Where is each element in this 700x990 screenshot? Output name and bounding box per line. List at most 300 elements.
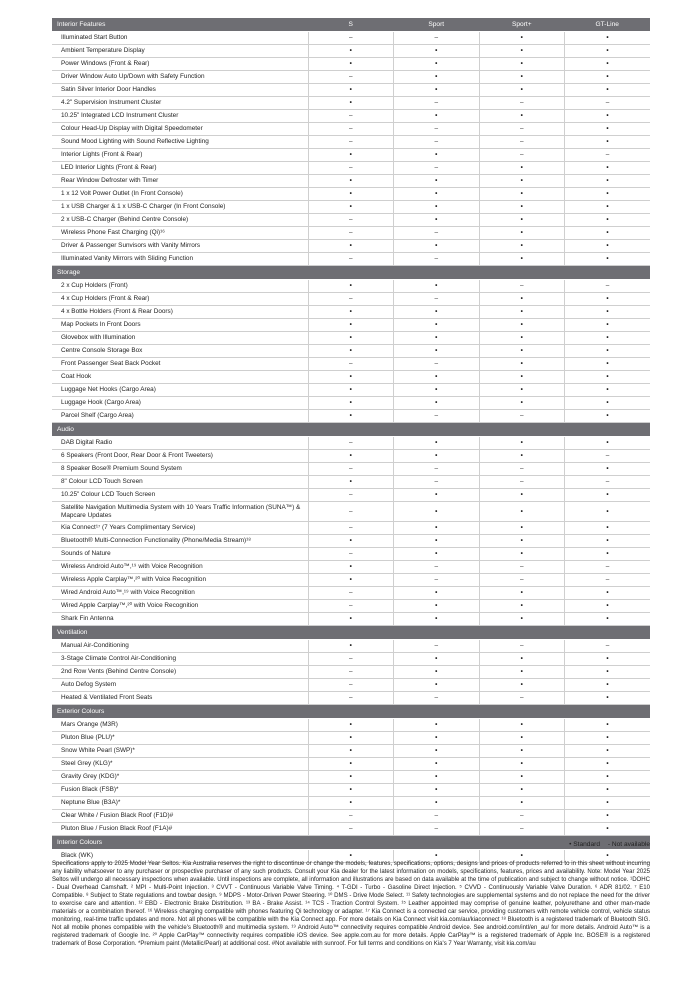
not-available-marker: – (308, 123, 394, 136)
section-header (52, 266, 650, 280)
standard-marker: • (565, 823, 651, 836)
feature-name: Wireless Android Auto™,¹⁹ with Voice Recognition (52, 561, 308, 574)
standard-marker: • (565, 384, 651, 397)
standard-marker: • (565, 600, 651, 613)
standard-marker: • (394, 784, 480, 797)
standard-marker: • (565, 293, 651, 306)
standard-marker: • (308, 175, 394, 188)
feature-name: Pluton Blue (PLU)* (52, 732, 308, 745)
standard-marker: • (394, 110, 480, 123)
not-available-marker: – (479, 640, 565, 653)
header-grade-sport-plus: Sport+ (479, 18, 565, 32)
feature-row (52, 45, 650, 58)
standard-marker: • (394, 489, 480, 502)
standard-marker: • (479, 797, 565, 810)
feature-row (52, 450, 650, 463)
feature-name: 4 x Bottle Holders (Front & Rear Doors) (52, 306, 308, 319)
feature-name: Driver & Passenger Sunvisors with Vanity Mirrors (52, 240, 308, 253)
not-available-marker: – (479, 476, 565, 489)
not-available-marker: – (394, 561, 480, 574)
feature-name: Shark Fin Antenna (52, 613, 308, 626)
standard-marker: • (308, 45, 394, 58)
not-available-marker: – (308, 692, 394, 705)
feature-name: Parcel Shelf (Cargo Area) (52, 410, 308, 423)
feature-row (52, 823, 650, 836)
standard-marker: • (308, 561, 394, 574)
not-available-marker: – (479, 149, 565, 162)
feature-name: Coat Hook (52, 371, 308, 384)
standard-marker: • (565, 32, 651, 45)
feature-name: 6 Speakers (Front Door, Rear Door & Front Tweeters) (52, 450, 308, 463)
feature-name: 4 x Cup Holders (Front & Rear) (52, 293, 308, 306)
standard-marker: • (308, 574, 394, 587)
standard-marker: • (565, 587, 651, 600)
standard-marker: • (394, 201, 480, 214)
standard-marker: • (565, 489, 651, 502)
feature-name: Neptune Blue (B3A)* (52, 797, 308, 810)
not-available-marker: – (565, 280, 651, 293)
standard-marker: • (565, 136, 651, 149)
standard-marker: • (308, 450, 394, 463)
standard-marker: • (565, 253, 651, 266)
standard-marker: • (565, 188, 651, 201)
feature-row (52, 319, 650, 332)
standard-marker: • (565, 84, 651, 97)
not-available-marker: – (308, 32, 394, 45)
not-available-marker: – (565, 476, 651, 489)
standard-marker: • (479, 358, 565, 371)
feature-name: Pluton Blue / Fusion Black Roof (F1A)# (52, 823, 308, 836)
standard-marker: • (479, 450, 565, 463)
standard-marker: • (394, 240, 480, 253)
standard-marker: • (394, 522, 480, 535)
feature-row (52, 240, 650, 253)
feature-row (52, 280, 650, 293)
standard-marker: • (308, 797, 394, 810)
standard-marker: • (394, 548, 480, 561)
standard-marker: • (565, 666, 651, 679)
standard-marker: • (479, 32, 565, 45)
feature-row (52, 345, 650, 358)
not-available-marker: – (308, 810, 394, 823)
standard-marker: • (565, 319, 651, 332)
not-available-marker: – (394, 410, 480, 423)
not-available-marker: – (479, 280, 565, 293)
standard-marker: • (394, 771, 480, 784)
standard-marker: • (308, 371, 394, 384)
standard-marker: • (394, 188, 480, 201)
feature-row (52, 758, 650, 771)
standard-marker: • (565, 214, 651, 227)
standard-marker: • (308, 410, 394, 423)
feature-row (52, 502, 650, 522)
standard-marker: • (565, 535, 651, 548)
standard-marker: • (394, 450, 480, 463)
not-available-marker: – (394, 640, 480, 653)
standard-marker: • (565, 332, 651, 345)
not-available-marker: – (394, 136, 480, 149)
not-available-marker: – (308, 653, 394, 666)
feature-row (52, 653, 650, 666)
standard-marker: • (479, 371, 565, 384)
feature-name: Snow White Pearl (SWP)* (52, 745, 308, 758)
feature-name: Black (WK) (52, 850, 308, 863)
not-available-marker: – (394, 823, 480, 836)
standard-marker: • (565, 810, 651, 823)
feature-name: Fusion Black (FSB)* (52, 784, 308, 797)
standard-marker: • (394, 345, 480, 358)
header-row (52, 18, 650, 32)
feature-row (52, 384, 650, 397)
standard-marker: • (565, 437, 651, 450)
feature-row (52, 732, 650, 745)
legend-not-available: - Not available (607, 841, 650, 848)
feature-row (52, 810, 650, 823)
standard-marker: • (565, 45, 651, 58)
feature-row (52, 410, 650, 423)
not-available-marker: – (479, 410, 565, 423)
feature-row (52, 522, 650, 535)
standard-marker: • (308, 97, 394, 110)
not-available-marker: – (308, 358, 394, 371)
standard-marker: • (479, 214, 565, 227)
not-available-marker: – (479, 123, 565, 136)
standard-marker: • (565, 784, 651, 797)
feature-row (52, 358, 650, 371)
feature-name: Illuminated Start Button (52, 32, 308, 45)
feature-row (52, 463, 650, 476)
feature-row (52, 640, 650, 653)
feature-name: Interior Lights (Front & Rear) (52, 149, 308, 162)
not-available-marker: – (394, 123, 480, 136)
standard-marker: • (308, 476, 394, 489)
standard-marker: • (394, 84, 480, 97)
standard-marker: • (479, 397, 565, 410)
standard-marker: • (565, 653, 651, 666)
feature-name: Sounds of Nature (52, 548, 308, 561)
standard-marker: • (479, 58, 565, 71)
not-available-marker: – (308, 162, 394, 175)
standard-marker: • (565, 679, 651, 692)
standard-marker: • (565, 732, 651, 745)
standard-marker: • (479, 306, 565, 319)
standard-marker: • (394, 758, 480, 771)
feature-name: Wireless Phone Fast Charging (Qi)¹⁶ (52, 227, 308, 240)
standard-marker: • (565, 240, 651, 253)
feature-row (52, 397, 650, 410)
standard-marker: • (565, 850, 651, 863)
feature-row (52, 253, 650, 266)
standard-marker: • (394, 71, 480, 84)
feature-name: Bluetooth® Multi-Connection Functionality (Phone/Media Stream)¹⁸ (52, 535, 308, 548)
standard-marker: • (479, 110, 565, 123)
standard-marker: • (394, 600, 480, 613)
feature-row (52, 332, 650, 345)
feature-row (52, 371, 650, 384)
feature-name: 2 x Cup Holders (Front) (52, 280, 308, 293)
not-available-marker: – (565, 149, 651, 162)
feature-row (52, 306, 650, 319)
feature-row (52, 666, 650, 679)
feature-row (52, 123, 650, 136)
standard-marker: • (565, 306, 651, 319)
standard-marker: • (479, 437, 565, 450)
standard-marker: • (308, 58, 394, 71)
feature-row (52, 84, 650, 97)
standard-marker: • (479, 653, 565, 666)
standard-marker: • (308, 758, 394, 771)
standard-marker: • (565, 463, 651, 476)
not-available-marker: – (308, 522, 394, 535)
header-grade-s: S (308, 18, 394, 32)
standard-marker: • (308, 640, 394, 653)
not-available-marker: – (308, 489, 394, 502)
feature-row (52, 201, 650, 214)
standard-marker: • (565, 345, 651, 358)
not-available-marker: – (394, 810, 480, 823)
standard-marker: • (394, 306, 480, 319)
standard-marker: • (565, 410, 651, 423)
standard-marker: • (394, 719, 480, 732)
feature-row (52, 613, 650, 626)
feature-name: 10.25" Integrated LCD Instrument Cluster (52, 110, 308, 123)
not-available-marker: – (308, 253, 394, 266)
not-available-marker: – (308, 587, 394, 600)
not-available-marker: – (565, 574, 651, 587)
standard-marker: • (479, 771, 565, 784)
standard-marker: • (394, 587, 480, 600)
feature-name: Mars Orange (M3R) (52, 719, 308, 732)
standard-marker: • (565, 771, 651, 784)
not-available-marker: – (479, 574, 565, 587)
standard-marker: • (479, 613, 565, 626)
standard-marker: • (308, 84, 394, 97)
feature-row (52, 600, 650, 613)
feature-name: Satellite Navigation Multimedia System with 10 Years Traffic Information (SUNA™) & Mapcare Updates (52, 502, 308, 522)
standard-marker: • (565, 227, 651, 240)
standard-marker: • (479, 719, 565, 732)
feature-name: 2nd Row Vents (Behind Centre Console) (52, 666, 308, 679)
feature-name: Illuminated Vanity Mirrors with Sliding Function (52, 253, 308, 266)
standard-marker: • (479, 732, 565, 745)
not-available-marker: – (565, 640, 651, 653)
feature-row (52, 149, 650, 162)
not-available-marker: – (394, 692, 480, 705)
not-available-marker: – (479, 97, 565, 110)
not-available-marker: – (565, 450, 651, 463)
feature-name: Satin Silver Interior Door Handles (52, 84, 308, 97)
feature-name: LED Interior Lights (Front & Rear) (52, 162, 308, 175)
feature-name: DAB Digital Radio (52, 437, 308, 450)
not-available-marker: – (308, 71, 394, 84)
not-available-marker: – (479, 692, 565, 705)
standard-marker: • (565, 175, 651, 188)
not-available-marker: – (308, 502, 394, 522)
not-available-marker: – (308, 110, 394, 123)
standard-marker: • (479, 84, 565, 97)
standard-marker: • (308, 332, 394, 345)
standard-marker: • (394, 175, 480, 188)
standard-marker: • (565, 371, 651, 384)
feature-row (52, 214, 650, 227)
feature-name: Wireless Apple Carplay™,²⁰ with Voice Recognition (52, 574, 308, 587)
feature-name: Colour Head-Up Display with Digital Speedometer (52, 123, 308, 136)
legend (563, 841, 650, 848)
standard-marker: • (394, 332, 480, 345)
standard-marker: • (394, 850, 480, 863)
header-grade-sport: Sport (394, 18, 480, 32)
standard-marker: • (308, 345, 394, 358)
feature-name: 10.25" Colour LCD Touch Screen (52, 489, 308, 502)
standard-marker: • (394, 653, 480, 666)
not-available-marker: – (479, 810, 565, 823)
standard-marker: • (479, 384, 565, 397)
standard-marker: • (394, 45, 480, 58)
standard-marker: • (479, 489, 565, 502)
not-available-marker: – (308, 214, 394, 227)
section-header (52, 423, 650, 437)
not-available-marker: – (308, 463, 394, 476)
standard-marker: • (479, 679, 565, 692)
feature-row (52, 719, 650, 732)
standard-marker: • (479, 535, 565, 548)
standard-marker: • (394, 797, 480, 810)
not-available-marker: – (308, 600, 394, 613)
feature-name: Sound Mood Lighting with Sound Reflective Lighting (52, 136, 308, 149)
section-title: Storage (52, 266, 650, 280)
feature-row (52, 58, 650, 71)
section-title: Interior Colours (52, 836, 650, 850)
standard-marker: • (479, 784, 565, 797)
standard-marker: • (479, 175, 565, 188)
feature-name: Steel Grey (KLG)* (52, 758, 308, 771)
not-available-marker: – (479, 823, 565, 836)
not-available-marker: – (308, 227, 394, 240)
feature-name: 1 x USB Charger & 1 x USB-C Charger (In Front Console) (52, 201, 308, 214)
standard-marker: • (565, 797, 651, 810)
section-header (52, 705, 650, 719)
standard-marker: • (394, 149, 480, 162)
not-available-marker: – (394, 476, 480, 489)
standard-marker: • (479, 253, 565, 266)
standard-marker: • (394, 384, 480, 397)
standard-marker: • (394, 214, 480, 227)
not-available-marker: – (308, 823, 394, 836)
standard-marker: • (308, 319, 394, 332)
not-available-marker: – (394, 253, 480, 266)
standard-marker: • (479, 745, 565, 758)
section-header (52, 626, 650, 640)
standard-marker: • (565, 548, 651, 561)
standard-marker: • (479, 45, 565, 58)
standard-marker: • (394, 535, 480, 548)
feature-row (52, 771, 650, 784)
feature-row (52, 175, 650, 188)
not-available-marker: – (565, 97, 651, 110)
features-table-body (52, 18, 650, 863)
standard-marker: • (479, 188, 565, 201)
standard-marker: • (479, 332, 565, 345)
standard-marker: • (565, 162, 651, 175)
standard-marker: • (308, 188, 394, 201)
feature-row (52, 293, 650, 306)
feature-name: Map Pockets In Front Doors (52, 319, 308, 332)
not-available-marker: – (565, 561, 651, 574)
standard-marker: • (565, 758, 651, 771)
feature-name: Power Windows (Front & Rear) (52, 58, 308, 71)
feature-name: 8" Colour LCD Touch Screen (52, 476, 308, 489)
standard-marker: • (308, 384, 394, 397)
features-table (52, 18, 650, 863)
not-available-marker: – (308, 136, 394, 149)
feature-name: Gravity Grey (KDG)* (52, 771, 308, 784)
feature-row (52, 162, 650, 175)
feature-name: Rear Window Defroster with Timer (52, 175, 308, 188)
standard-marker: • (565, 613, 651, 626)
section-title: Audio (52, 423, 650, 437)
standard-marker: • (308, 850, 394, 863)
standard-marker: • (479, 201, 565, 214)
feature-row (52, 587, 650, 600)
feature-row (52, 561, 650, 574)
standard-marker: • (479, 548, 565, 561)
feature-row (52, 227, 650, 240)
feature-row (52, 489, 650, 502)
feature-name: 3-Stage Climate Control Air-Conditioning (52, 653, 308, 666)
standard-marker: • (565, 358, 651, 371)
feature-row (52, 745, 650, 758)
standard-marker: • (394, 613, 480, 626)
standard-marker: • (479, 666, 565, 679)
feature-name: Clear White / Fusion Black Roof (F1D)# (52, 810, 308, 823)
not-available-marker: – (394, 574, 480, 587)
standard-marker: • (308, 535, 394, 548)
standard-marker: • (394, 397, 480, 410)
standard-marker: • (479, 600, 565, 613)
not-available-marker: – (394, 293, 480, 306)
standard-marker: • (479, 587, 565, 600)
standard-marker: • (394, 679, 480, 692)
standard-marker: • (394, 745, 480, 758)
standard-marker: • (479, 162, 565, 175)
standard-marker: • (565, 71, 651, 84)
standard-marker: • (308, 397, 394, 410)
feature-row (52, 71, 650, 84)
not-available-marker: – (479, 561, 565, 574)
standard-marker: • (394, 732, 480, 745)
feature-row (52, 784, 650, 797)
feature-name: Centre Console Storage Box (52, 345, 308, 358)
standard-marker: • (479, 71, 565, 84)
standard-marker: • (479, 850, 565, 863)
header-grade-gt-line: GT-Line (565, 18, 651, 32)
feature-name: Wired Apple Carplay™,²⁰ with Voice Recognition (52, 600, 308, 613)
standard-marker: • (479, 502, 565, 522)
standard-marker: • (308, 771, 394, 784)
standard-marker: • (394, 437, 480, 450)
not-available-marker: – (308, 437, 394, 450)
standard-marker: • (479, 293, 565, 306)
feature-name: Manual Air-Conditioning (52, 640, 308, 653)
legend-standard: • Standard (569, 841, 600, 848)
not-available-marker: – (308, 666, 394, 679)
feature-name: 1 x 12 Volt Power Outlet (In Front Console) (52, 188, 308, 201)
section-title: Exterior Colours (52, 705, 650, 719)
not-available-marker: – (479, 463, 565, 476)
standard-marker: • (394, 280, 480, 293)
feature-name: Auto Defog System (52, 679, 308, 692)
not-available-marker: – (308, 679, 394, 692)
